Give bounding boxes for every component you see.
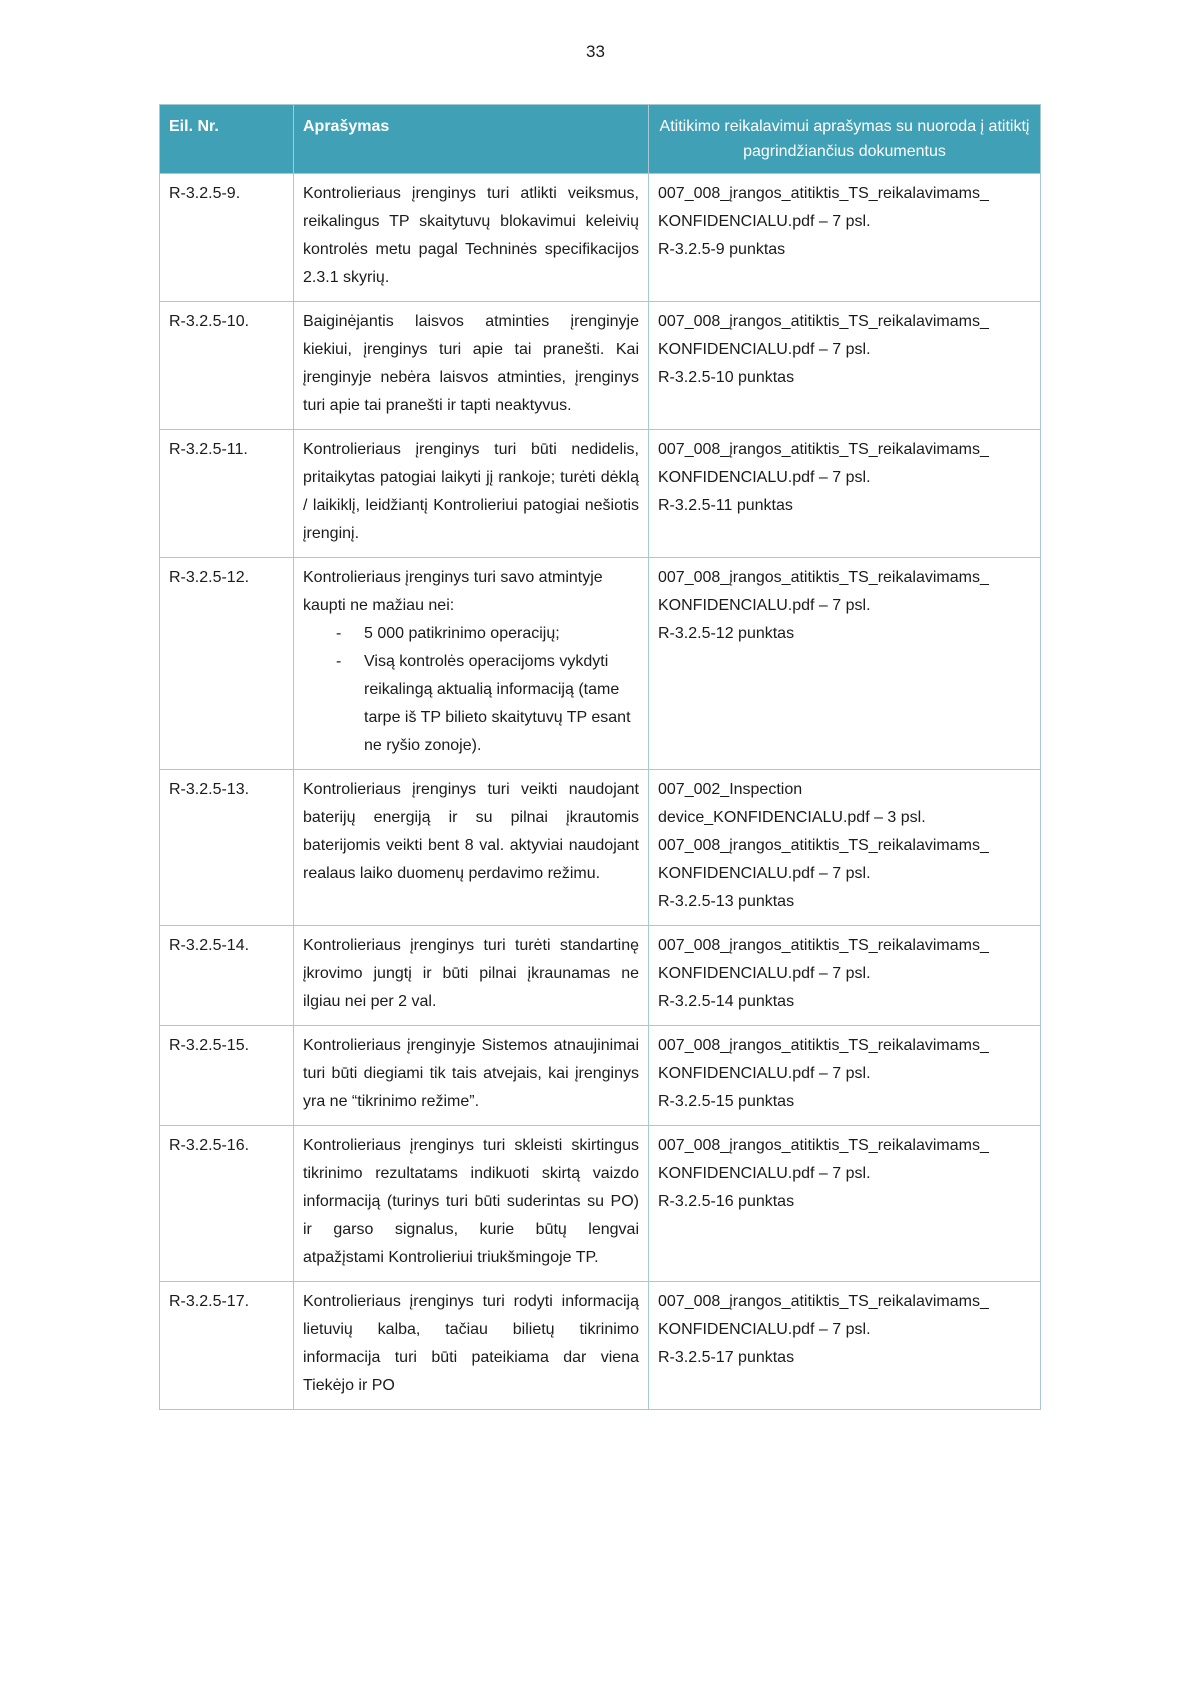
- table-row: [160, 302, 1041, 430]
- dash-bullet: -: [336, 653, 342, 670]
- description-text: Kontrolieriaus įrenginys turi skleisti skirtingus tikrinimo rezultatams indikuoti skirtą vaizdo informaciją (turinys turi būti suderintas su PO) ir garso signalus, kurie būtų lengvai atpažįstami Kontrolieriui triukšmingoje TP.: [303, 1137, 639, 1266]
- table-row: [160, 558, 1041, 770]
- table-body: [160, 174, 1041, 1410]
- reference-line: 007_002_Inspection: [658, 781, 803, 798]
- reference-line: KONFIDENCIALU.pdf – 7 psl.: [658, 965, 871, 982]
- row-id: R-3.2.5-16.: [160, 1126, 294, 1282]
- description-text: Kontrolieriaus įrenginys turi turėti standartinę įkrovimo jungtį ir būti pilnai įkraunamas ne ilgiau nei per 2 val.: [303, 937, 639, 1010]
- row-description: [294, 558, 649, 770]
- reference-line: KONFIDENCIALU.pdf – 7 psl.: [658, 865, 871, 882]
- description-text: Kontrolieriaus įrenginys turi savo atmintyje kaupti ne mažiau nei:: [303, 569, 603, 614]
- row-description: [294, 430, 649, 558]
- header-atitikimo-aprasymas: Atitikimo reikalavimui aprašymas su nuoroda į atitiktį pagrindžiančius dokumentus: [649, 105, 1041, 174]
- reference-line: KONFIDENCIALU.pdf – 7 psl.: [658, 213, 871, 230]
- reference-line: KONFIDENCIALU.pdf – 7 psl.: [658, 469, 871, 486]
- reference-line: KONFIDENCIALU.pdf – 7 psl.: [658, 597, 871, 614]
- reference-line: R-3.2.5-12 punktas: [658, 625, 795, 642]
- reference-line: 007_008_įrangos_atitiktis_TS_reikalavimams_: [658, 1137, 989, 1154]
- reference-line: device_KONFIDENCIALU.pdf – 3 psl.: [658, 809, 926, 826]
- table-row: [160, 926, 1041, 1026]
- description-text: Kontrolieriaus įrenginys turi veikti naudojant baterijų energiją ir su pilnai įkrautomis baterijomis veikti bent 8 val. aktyviai naudojant realaus laiko duomenų perdavimo režimu.: [303, 781, 639, 882]
- description-text: Kontrolieriaus įrenginys turi atlikti veiksmus, reikalingus TP skaitytuvų blokavimui keleivių kontrolės metu pagal Techninės specifikacijos 2.3.1 skyrių.: [303, 185, 639, 286]
- description-text: Kontrolieriaus įrenginys turi būti nedidelis, pritaikytas patogiai laikyti jį rankoje; turėti dėklą / laikiklį, leidžiantį Kontrolieriui patogiai nešiotis įrenginį.: [303, 441, 639, 542]
- list-item-text: 5 000 patikrinimo operacijų;: [364, 625, 560, 642]
- row-reference: [649, 926, 1041, 1026]
- row-description: [294, 174, 649, 302]
- table-row: [160, 770, 1041, 926]
- row-description: [294, 770, 649, 926]
- row-description: [294, 1026, 649, 1126]
- reference-line: R-3.2.5-16 punktas: [658, 1193, 795, 1210]
- description-text: Kontrolieriaus įrenginyje Sistemos atnaujinimai turi būti diegiami tik tais atvejais, kai įrenginys yra ne “tikrinimo režime”.: [303, 1037, 639, 1110]
- reference-line: 007_008_įrangos_atitiktis_TS_reikalavimams_: [658, 937, 989, 954]
- reference-line: KONFIDENCIALU.pdf – 7 psl.: [658, 341, 871, 358]
- table-row: [160, 174, 1041, 302]
- list-item: [336, 620, 639, 648]
- row-id: R-3.2.5-10.: [160, 302, 294, 430]
- reference-line: R-3.2.5-9 punktas: [658, 241, 786, 258]
- row-reference: [649, 558, 1041, 770]
- page-number: 33: [586, 42, 605, 61]
- row-id: R-3.2.5-15.: [160, 1026, 294, 1126]
- list-item: [336, 648, 639, 760]
- reference-line: KONFIDENCIALU.pdf – 7 psl.: [658, 1065, 871, 1082]
- row-description: [294, 302, 649, 430]
- description-text: Baiginėjantis laisvos atminties įrenginyje kiekiui, įrenginys turi apie tai pranešti. Kai įrenginyje nebėra laisvos atminties, įrenginys turi apie tai pranešti ir tapti neaktyvus.: [303, 313, 639, 414]
- reference-line: 007_008_įrangos_atitiktis_TS_reikalavimams_: [658, 569, 989, 586]
- row-id: R-3.2.5-12.: [160, 558, 294, 770]
- table-row: [160, 1126, 1041, 1282]
- row-reference: [649, 1026, 1041, 1126]
- reference-line: R-3.2.5-17 punktas: [658, 1349, 795, 1366]
- reference-line: 007_008_įrangos_atitiktis_TS_reikalavimams_: [658, 1037, 989, 1054]
- list-item-text: Visą kontrolės operacijoms vykdyti reikalingą aktualią informaciją (tame tarpe iš TP bilieto skaitytuvų TP esant ne ryšio zonoje).: [364, 653, 631, 754]
- reference-line: R-3.2.5-13 punktas: [658, 893, 795, 910]
- table-row: [160, 1282, 1041, 1410]
- row-description: [294, 926, 649, 1026]
- dash-bullet: -: [336, 625, 342, 642]
- row-reference: [649, 174, 1041, 302]
- reference-line: 007_008_įrangos_atitiktis_TS_reikalavimams_: [658, 313, 989, 330]
- description-text: Kontrolieriaus įrenginys turi rodyti informaciją lietuvių kalba, tačiau bilietų tikrinimo informacija turi būti pateikiama dar viena Tiekėjo ir PO: [303, 1293, 639, 1394]
- table-header-row: [160, 105, 1041, 174]
- row-description: [294, 1126, 649, 1282]
- row-reference: [649, 1126, 1041, 1282]
- reference-line: R-3.2.5-15 punktas: [658, 1093, 795, 1110]
- table-row: [160, 430, 1041, 558]
- reference-line: R-3.2.5-10 punktas: [658, 369, 795, 386]
- header-aprasymas: Aprašymas: [294, 105, 649, 174]
- row-description: [294, 1282, 649, 1410]
- row-reference: [649, 1282, 1041, 1410]
- row-id: R-3.2.5-17.: [160, 1282, 294, 1410]
- requirements-table: [159, 104, 1041, 1410]
- reference-line: 007_008_įrangos_atitiktis_TS_reikalavimams_: [658, 837, 989, 854]
- row-id: R-3.2.5-9.: [160, 174, 294, 302]
- row-id: R-3.2.5-14.: [160, 926, 294, 1026]
- reference-line: 007_008_įrangos_atitiktis_TS_reikalavimams_: [658, 441, 989, 458]
- row-id: R-3.2.5-13.: [160, 770, 294, 926]
- row-id: R-3.2.5-11.: [160, 430, 294, 558]
- reference-line: R-3.2.5-11 punktas: [658, 497, 793, 514]
- reference-line: R-3.2.5-14 punktas: [658, 993, 795, 1010]
- row-reference: [649, 770, 1041, 926]
- row-reference: [649, 302, 1041, 430]
- table-row: [160, 1026, 1041, 1126]
- reference-line: KONFIDENCIALU.pdf – 7 psl.: [658, 1321, 871, 1338]
- reference-line: KONFIDENCIALU.pdf – 7 psl.: [658, 1165, 871, 1182]
- header-eil-nr: Eil. Nr.: [160, 105, 294, 174]
- row-reference: [649, 430, 1041, 558]
- reference-line: 007_008_įrangos_atitiktis_TS_reikalavimams_: [658, 1293, 989, 1310]
- reference-line: 007_008_įrangos_atitiktis_TS_reikalavimams_: [658, 185, 989, 202]
